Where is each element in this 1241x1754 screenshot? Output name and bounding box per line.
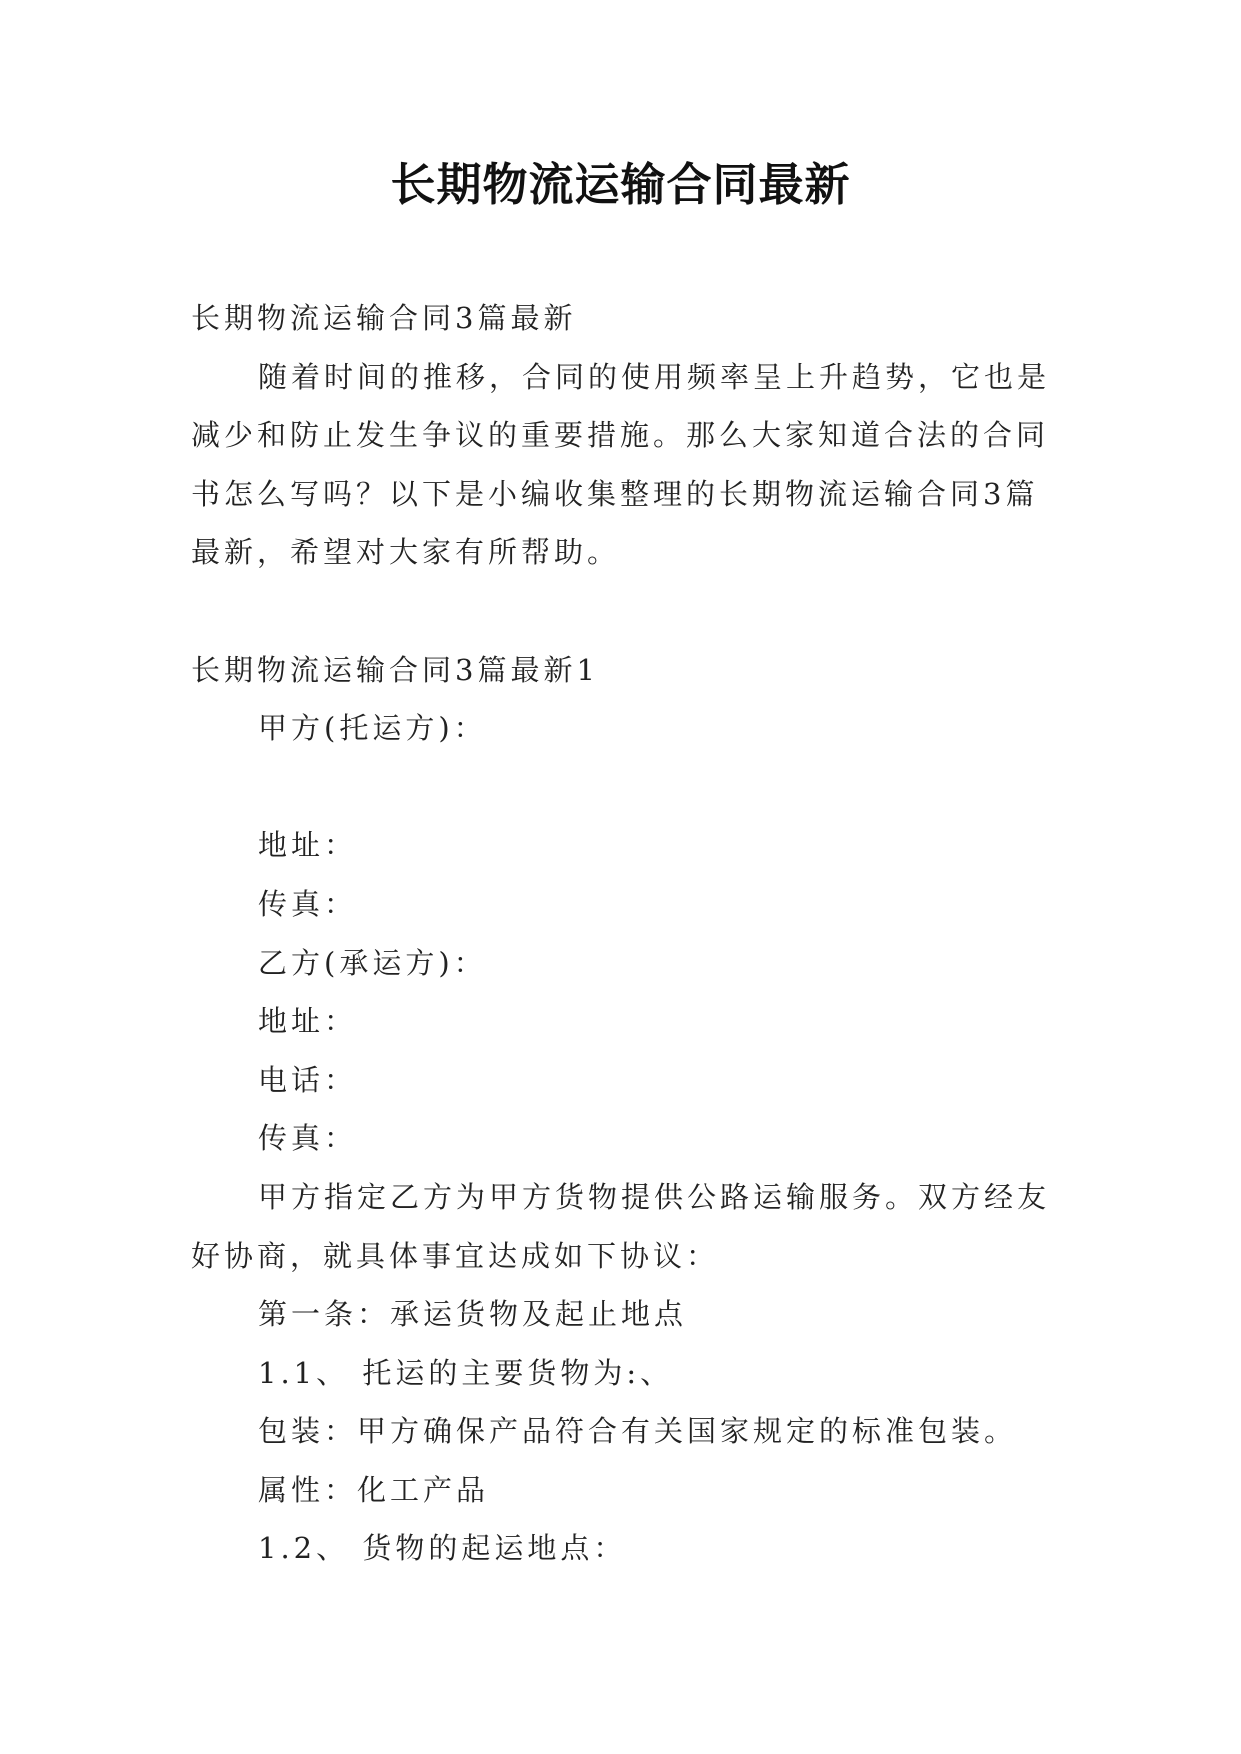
intro-paragraph-line: 随着时间的推移，合同的使用频率呈上升趋势，它也是	[258, 359, 1051, 394]
clause-1-1: 1.1、 托运的主要货物为:、	[258, 1355, 674, 1390]
packaging-clause: 包装：甲方确保产品符合有关国家规定的标准包装。	[258, 1414, 1018, 1449]
party-b-phone: 电话：	[258, 1062, 358, 1097]
party-a-label: 甲方(托运方)：	[258, 711, 487, 746]
document-body	[191, 289, 1091, 1578]
party-a-address: 地址：	[258, 828, 358, 863]
blank-line	[191, 582, 1091, 641]
party-b-fax: 传真：	[258, 1121, 358, 1156]
article-1-heading: 第一条：承运货物及起止地点	[258, 1297, 688, 1332]
document-title: 长期物流运输合同最新	[390, 158, 851, 211]
clause-1-2: 1.2、 货物的起运地点：	[258, 1531, 627, 1566]
party-b-address: 地址：	[258, 1004, 358, 1039]
property-clause: 属性：化工产品	[258, 1472, 490, 1507]
intro-paragraph-line: 最新，希望对大家有所帮助。	[191, 535, 621, 570]
agreement-paragraph-line: 好协商，就具体事宜达成如下协议：	[191, 1238, 720, 1273]
party-a-fax: 传真：	[258, 886, 358, 921]
party-b-label: 乙方(承运方)：	[258, 945, 487, 980]
intro-paragraph-line: 减少和防止发生争议的重要措施。那么大家知道合法的合同	[191, 418, 1050, 453]
document-subtitle: 长期物流运输合同3篇最新	[191, 301, 577, 335]
intro-paragraph-line: 书怎么写吗？以下是小编收集整理的长期物流运输合同3篇	[191, 476, 1039, 511]
agreement-paragraph-line: 甲方指定乙方为甲方货物提供公路运输服务。双方经友	[258, 1179, 1051, 1214]
blank-line	[191, 758, 1091, 817]
section-heading: 长期物流运输合同3篇最新1	[191, 652, 599, 687]
